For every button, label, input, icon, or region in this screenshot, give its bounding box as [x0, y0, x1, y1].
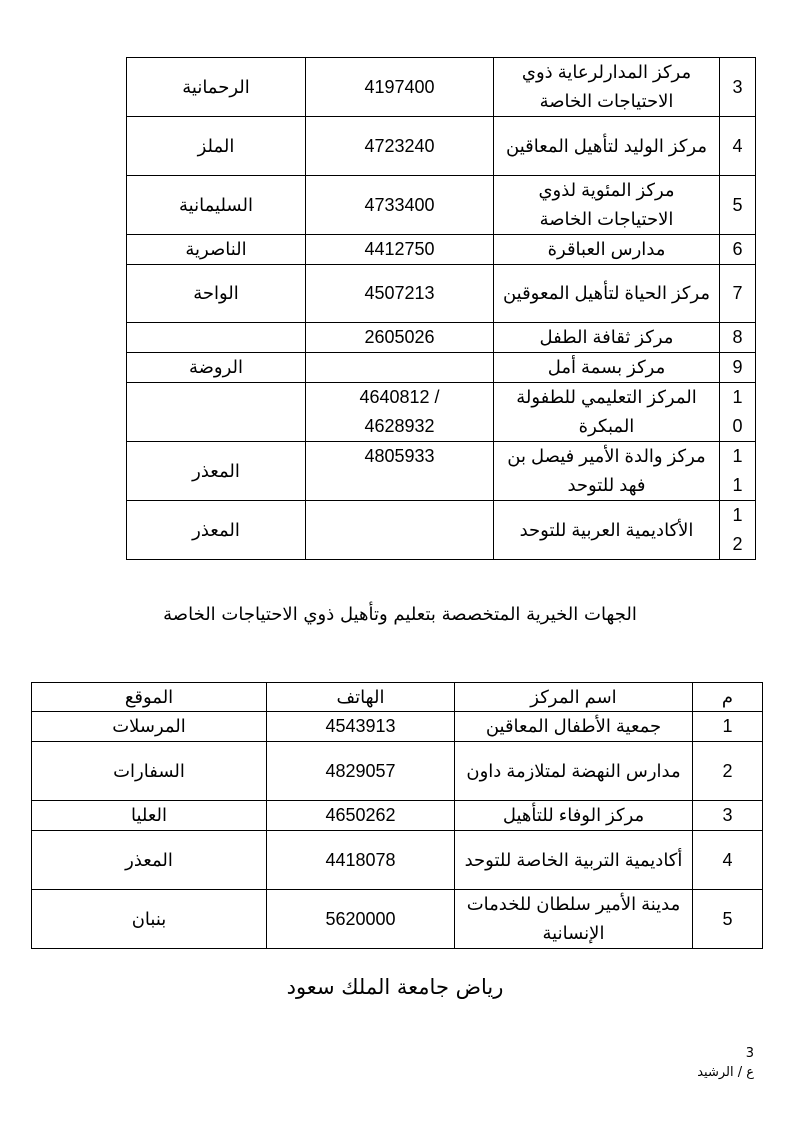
- center-name: الأكاديمية العربية للتوحد: [494, 501, 720, 560]
- table-row: [127, 176, 756, 235]
- center-phone-line: 4640812 /: [359, 387, 440, 407]
- center-name: جمعية الأطفال المعاقين: [455, 712, 693, 742]
- center-location: المعذر: [127, 501, 306, 560]
- row-number: [720, 383, 756, 442]
- row-number: 8: [720, 323, 756, 353]
- centers-table-continued: [126, 57, 756, 560]
- center-phone: 4418078: [267, 831, 455, 890]
- row-number: 3: [693, 801, 763, 831]
- row-number: 9: [720, 353, 756, 383]
- table-row: [127, 353, 756, 383]
- author-signature: ع / الرشيد: [697, 1065, 754, 1080]
- row-number: 6: [720, 235, 756, 265]
- center-location: [127, 323, 306, 353]
- center-name: مركز بسمة أمل: [494, 353, 720, 383]
- center-name: المركز التعليمي للطفولة المبكرة: [494, 383, 720, 442]
- center-name: مدارس النهضة لمتلازمة داون: [455, 742, 693, 801]
- center-phone: 4733400: [306, 176, 494, 235]
- center-location: بنبان: [32, 890, 267, 949]
- center-phone: 4543913: [267, 712, 455, 742]
- center-phone: [306, 383, 494, 442]
- row-number: 5: [720, 176, 756, 235]
- table-row: [127, 265, 756, 323]
- center-phone: 4197400: [306, 58, 494, 117]
- header-location: الموقع: [32, 683, 267, 712]
- center-phone: 4650262: [267, 801, 455, 831]
- center-name: مركز المدارلرعاية ذوي الاحتياجات الخاصة: [494, 58, 720, 117]
- table-row: [32, 890, 763, 949]
- section-title: الجهات الخيرية المتخصصة بتعليم وتأهيل ذوي الاحتياجات الخاصة: [163, 604, 637, 625]
- table-row: [127, 501, 756, 560]
- row-number-digit: 1: [732, 475, 743, 495]
- center-location: المعذر: [32, 831, 267, 890]
- center-location: الناصرية: [127, 235, 306, 265]
- row-number-digit: 0: [732, 416, 743, 436]
- charity-centers-table: [31, 682, 763, 949]
- row-number: 2: [693, 742, 763, 801]
- row-number: 1: [693, 712, 763, 742]
- table-row: [127, 323, 756, 353]
- center-location: الملز: [127, 117, 306, 176]
- table-header-row: [32, 683, 763, 712]
- center-name: مركز الوفاء للتأهيل: [455, 801, 693, 831]
- table-row: [32, 742, 763, 801]
- table-row: [127, 442, 756, 501]
- row-number-digit: 1: [732, 387, 743, 407]
- center-phone: 4412750: [306, 235, 494, 265]
- center-name: مركز والدة الأمير فيصل بن فهد للتوحد: [494, 442, 720, 501]
- center-name: مركز الحياة لتأهيل المعوقين: [494, 265, 720, 323]
- center-location: السفارات: [32, 742, 267, 801]
- table-row: [32, 831, 763, 890]
- row-number: 7: [720, 265, 756, 323]
- center-phone: 4723240: [306, 117, 494, 176]
- center-phone: [306, 501, 494, 560]
- row-number-digit: 2: [732, 534, 743, 554]
- center-name: أكاديمية التربية الخاصة للتوحد: [455, 831, 693, 890]
- center-phone-line: 4628932: [364, 416, 435, 436]
- center-location: السليمانية: [127, 176, 306, 235]
- row-number-digit: 1: [732, 446, 743, 466]
- header-phone: الهاتف: [267, 683, 455, 712]
- center-location: المعذر: [127, 442, 306, 501]
- center-location: الروضة: [127, 353, 306, 383]
- table-row: [127, 383, 756, 442]
- center-phone: 5620000: [267, 890, 455, 949]
- table-row: [32, 712, 763, 742]
- center-name: مدارس العباقرة: [494, 235, 720, 265]
- row-number: 4: [720, 117, 756, 176]
- center-name: مركز الوليد لتأهيل المعاقين: [494, 117, 720, 176]
- header-center-name: اسم المركز: [455, 683, 693, 712]
- table-row: [127, 117, 756, 176]
- table-row: [32, 801, 763, 831]
- row-number: [720, 501, 756, 560]
- footer-title: رياض جامعة الملك سعود: [286, 975, 504, 999]
- center-name: مدينة الأمير سلطان للخدمات الإنسانية: [455, 890, 693, 949]
- table-row: [127, 235, 756, 265]
- center-location: العليا: [32, 801, 267, 831]
- header-number: م: [693, 683, 763, 712]
- row-number-digit: 1: [732, 505, 743, 525]
- center-phone: 4507213: [306, 265, 494, 323]
- table-row: [127, 58, 756, 117]
- row-number: [720, 442, 756, 501]
- row-number: 3: [720, 58, 756, 117]
- row-number: 5: [693, 890, 763, 949]
- center-location: المرسلات: [32, 712, 267, 742]
- center-location: الرحمانية: [127, 58, 306, 117]
- center-phone: 4829057: [267, 742, 455, 801]
- center-phone: 2605026: [306, 323, 494, 353]
- center-name: مركز ثقافة الطفل: [494, 323, 720, 353]
- center-location: [127, 383, 306, 442]
- center-phone: [306, 353, 494, 383]
- center-phone: 4805933: [306, 442, 494, 501]
- row-number: 4: [693, 831, 763, 890]
- center-location: الواحة: [127, 265, 306, 323]
- page-number: 3: [745, 1046, 754, 1061]
- center-name: مركز المئوية لذوي الاحتياجات الخاصة: [494, 176, 720, 235]
